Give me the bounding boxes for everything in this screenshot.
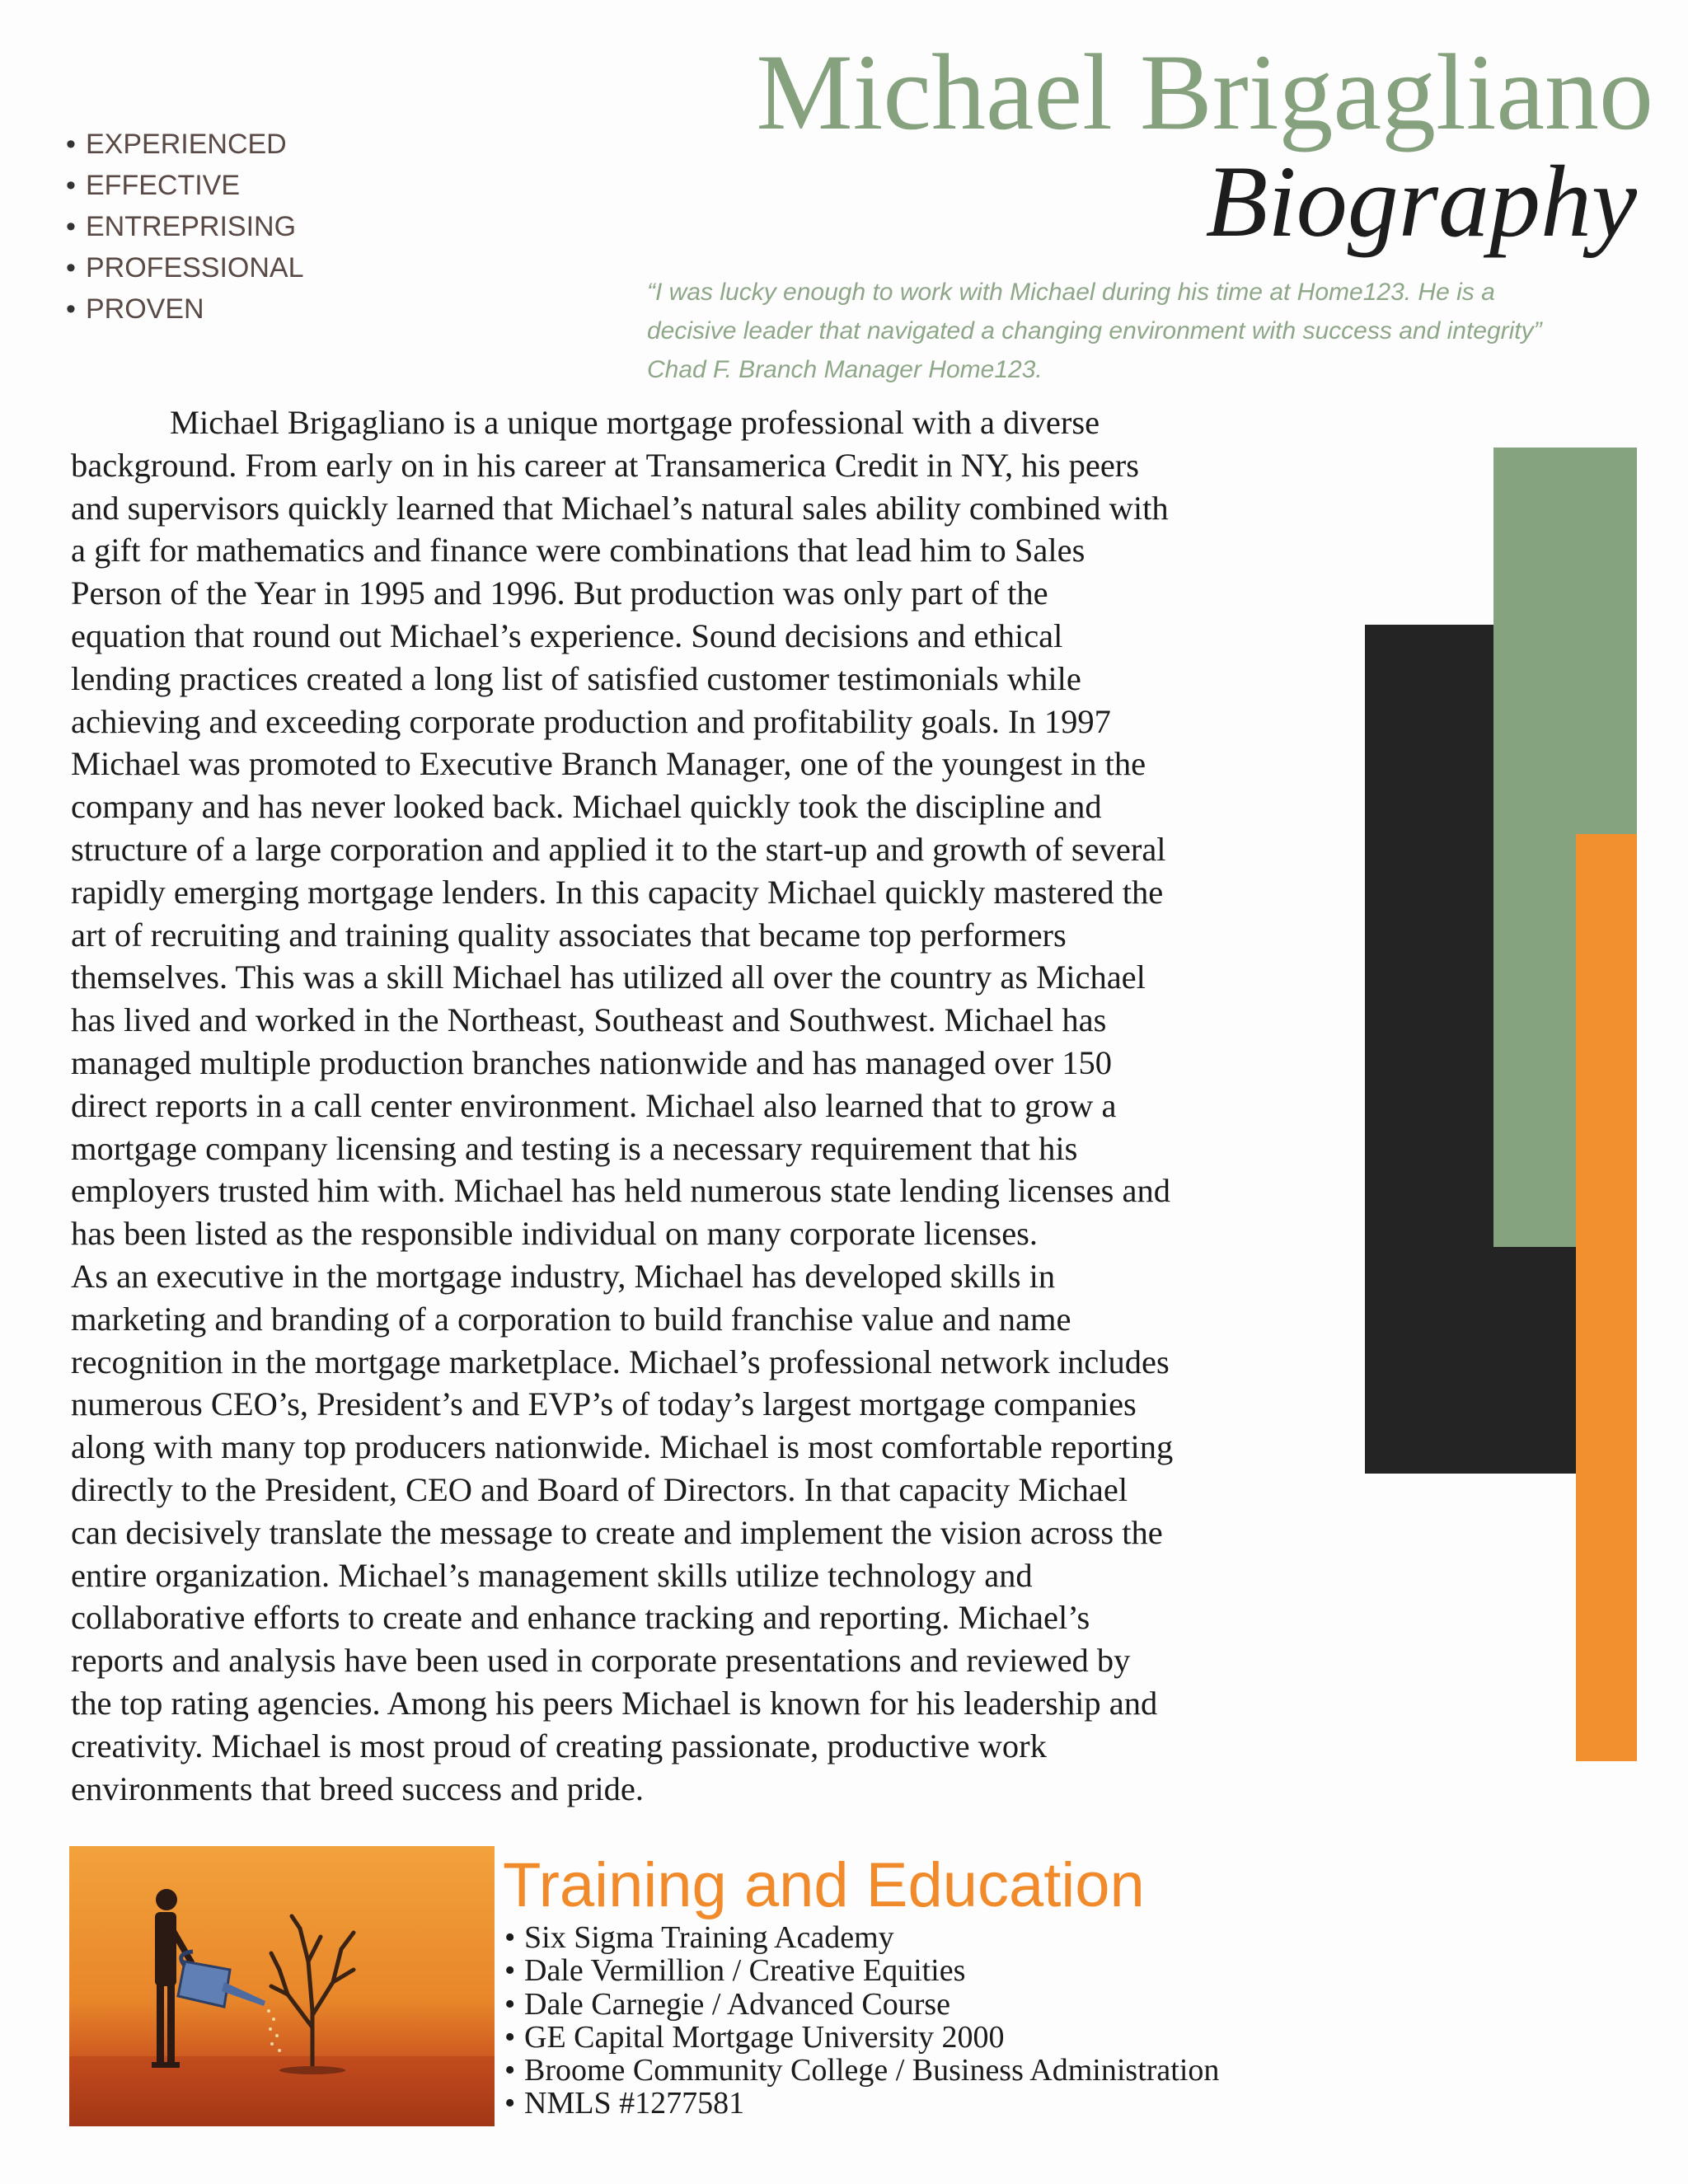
bio-line: entire organization. Michael’s management skills utilize technology and bbox=[71, 1556, 1033, 1594]
trait-item: • PROFESSIONAL bbox=[66, 247, 304, 288]
training-heading: Training and Education bbox=[503, 1850, 1145, 1920]
bio-line: collaborative efforts to create and enhance tracking and reporting. Michael’s bbox=[71, 1599, 1090, 1637]
bio-line: mortgage company licensing and testing is a necessary requirement that his bbox=[71, 1129, 1078, 1167]
bio-line: lending practices created a long list of satisfied customer testimonials while bbox=[71, 659, 1081, 697]
bio-line: rapidly emerging mortgage lenders. In this capacity Michael quickly mastered the bbox=[71, 873, 1164, 911]
trait-item: • PROVEN bbox=[66, 288, 304, 330]
bio-line: equation that round out Michael’s experience. Sound decisions and ethical bbox=[71, 616, 1063, 654]
bio-line: managed multiple production branches nationwide and has managed over 150 bbox=[71, 1043, 1112, 1081]
bio-line: Michael was promoted to Executive Branch Manager, one of the youngest in the bbox=[71, 745, 1146, 783]
training-item: • Broome Community College / Business Administration bbox=[504, 2054, 1219, 2087]
traits-list bbox=[66, 124, 304, 330]
bio-line: directly to the President, CEO and Board of Directors. In that capacity Michael bbox=[71, 1470, 1128, 1508]
trait-item: • EFFECTIVE bbox=[66, 165, 304, 206]
page-title: Michael Brigagliano bbox=[756, 31, 1653, 152]
bio-line: environments that breed success and pride. bbox=[71, 1769, 645, 1807]
quote-line: “I was lucky enough to work with Michael during his time at Home123. He is a bbox=[647, 279, 1495, 306]
bio-line: achieving and exceeding corporate production and profitability goals. In 1997 bbox=[71, 702, 1111, 740]
watering-tree-illustration bbox=[69, 1846, 495, 2126]
bio-line: background. From early on in his career at Transamerica Credit in NY, his peers bbox=[71, 446, 1140, 484]
training-list bbox=[504, 1921, 1219, 2121]
bio-line: As an executive in the mortgage industry, Michael has developed skills in bbox=[71, 1257, 1056, 1295]
biography-text bbox=[71, 401, 1315, 1810]
bio-line: a gift for mathematics and finance were combinations that lead him to Sales bbox=[71, 532, 1085, 569]
bio-line: art of recruiting and training quality associates that became top performers bbox=[71, 916, 1067, 954]
bio-line: company and has never looked back. Michael quickly took the discipline and bbox=[71, 788, 1102, 826]
training-item: • GE Capital Mortgage University 2000 bbox=[504, 2021, 1219, 2054]
bio-line: reports and analysis have been used in corporate presentations and reviewed by bbox=[71, 1642, 1131, 1680]
bio-line: themselves. This was a skill Michael has utilized all over the country as Michael bbox=[71, 958, 1146, 996]
bio-line: direct reports in a call center environment. Michael also learned that to grow a bbox=[71, 1086, 1117, 1124]
quote-attribution: Chad F. Branch Manager Home123. bbox=[647, 356, 1043, 383]
bio-line: can decisively translate the message to create and implement the vision across the bbox=[71, 1513, 1163, 1551]
bio-line: Person of the Year in 1995 and 1996. But production was only part of the bbox=[71, 574, 1048, 612]
decorative-bar-black-extension bbox=[1493, 1247, 1576, 1474]
training-item: • Six Sigma Training Academy bbox=[504, 1921, 1219, 1954]
decorative-bar-black bbox=[1365, 625, 1493, 1474]
training-item: • NMLS #1277581 bbox=[504, 2087, 1219, 2120]
bio-line: along with many top producers nationwide. Michael is most comfortable reporting bbox=[71, 1428, 1174, 1466]
bio-line: creativity. Michael is most proud of creating passionate, productive work bbox=[71, 1727, 1047, 1765]
bio-line: the top rating agencies. Among his peers Michael is known for his leadership and bbox=[71, 1684, 1158, 1722]
bio-line: Michael Brigagliano is a unique mortgage professional with a diverse bbox=[170, 404, 1100, 441]
trait-item: • EXPERIENCED bbox=[66, 124, 304, 165]
training-item: • Dale Vermillion / Creative Equities bbox=[504, 1954, 1219, 1987]
bio-line: has lived and worked in the Northeast, Southeast and Southwest. Michael has bbox=[71, 1001, 1107, 1039]
bio-line: recognition in the mortgage marketplace. Michael’s professional network includes bbox=[71, 1343, 1170, 1380]
bio-line: marketing and branding of a corporation to build franchise value and name bbox=[71, 1300, 1071, 1338]
bio-line: and supervisors quickly learned that Michael’s natural sales ability combined with bbox=[71, 489, 1169, 527]
bio-line: structure of a large corporation and applied it to the start-up and growth of several bbox=[71, 830, 1166, 868]
bio-line: numerous CEO’s, President’s and EVP’s of today’s largest mortgage companies bbox=[71, 1385, 1137, 1423]
page-subtitle: Biography bbox=[1205, 145, 1637, 258]
quote-line: decisive leader that navigated a changing environment with success and integrity” bbox=[647, 317, 1542, 344]
decorative-bar-orange bbox=[1576, 834, 1637, 1761]
trait-item: • ENTREPRISING bbox=[66, 206, 304, 247]
bio-line: has been listed as the responsible individual on many corporate licenses. bbox=[71, 1215, 1039, 1253]
testimonial-quote bbox=[647, 273, 1661, 389]
bio-line: employers trusted him with. Michael has held numerous state lending licenses and bbox=[71, 1172, 1170, 1210]
training-item: • Dale Carnegie / Advanced Course bbox=[504, 1988, 1219, 2021]
